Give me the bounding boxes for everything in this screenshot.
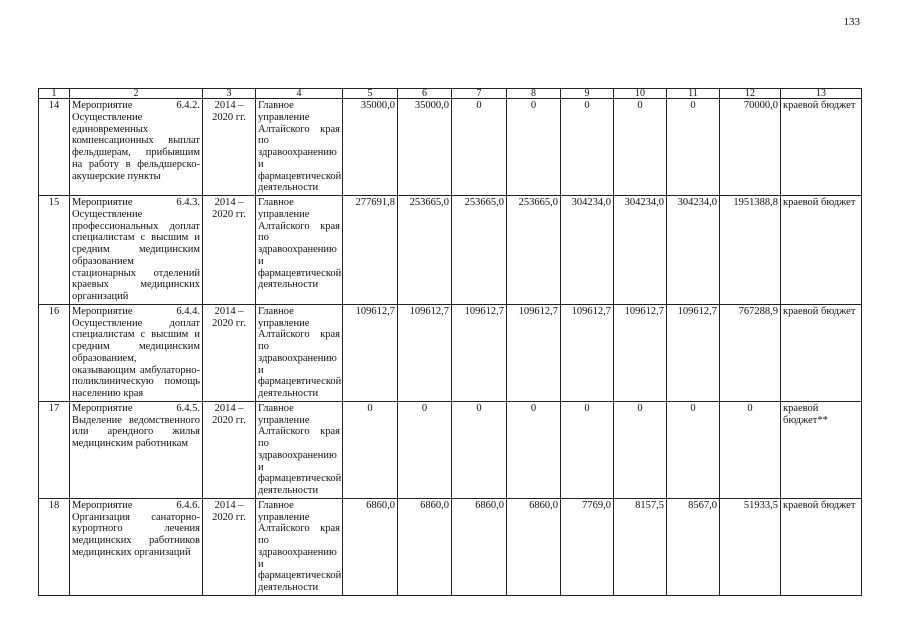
- value-cell: 0: [667, 99, 720, 196]
- value-cell: 304234,0: [667, 196, 720, 305]
- total-cell: 767288,9: [720, 304, 781, 401]
- column-header: 11: [667, 89, 720, 99]
- value-cell: 0: [452, 99, 507, 196]
- value-cell: 109612,7: [343, 304, 398, 401]
- table-row: [39, 401, 862, 498]
- value-cell: 109612,7: [614, 304, 667, 401]
- column-header: 13: [781, 89, 862, 99]
- column-header: 1: [39, 89, 70, 99]
- program-activities-table: [38, 88, 862, 596]
- column-header: 3: [203, 89, 256, 99]
- value-cell: 253665,0: [507, 196, 561, 305]
- activity-name: Мероприятие 6.4.3. Осуществление профессиональных доплат специалистам с высшим и средним медицинским образованием стационарных отделений краевых медицинских организаций: [70, 196, 203, 305]
- value-cell: 0: [507, 401, 561, 498]
- activity-name: Мероприятие 6.4.5. Выделение ведомственного или арендного жилья медицинским работникам: [70, 401, 203, 498]
- value-cell: 0: [452, 401, 507, 498]
- column-header: 6: [398, 89, 452, 99]
- period: 2014 – 2020 гг.: [203, 498, 256, 595]
- column-header: 7: [452, 89, 507, 99]
- period: 2014 – 2020 гг.: [203, 304, 256, 401]
- value-cell: 0: [343, 401, 398, 498]
- value-cell: 6860,0: [398, 498, 452, 595]
- row-number: 16: [39, 304, 70, 401]
- page-number: 133: [843, 16, 860, 28]
- value-cell: 277691,8: [343, 196, 398, 305]
- value-cell: 7769,0: [561, 498, 614, 595]
- total-cell: 51933,5: [720, 498, 781, 595]
- value-cell: 8567,0: [667, 498, 720, 595]
- table-row: [39, 99, 862, 196]
- value-cell: 253665,0: [398, 196, 452, 305]
- value-cell: 0: [667, 401, 720, 498]
- table-row: [39, 304, 862, 401]
- value-cell: 6860,0: [507, 498, 561, 595]
- value-cell: 35000,0: [398, 99, 452, 196]
- value-cell: 304234,0: [561, 196, 614, 305]
- column-header: 12: [720, 89, 781, 99]
- value-cell: 109612,7: [561, 304, 614, 401]
- value-cell: 109612,7: [398, 304, 452, 401]
- value-cell: 0: [561, 401, 614, 498]
- value-cell: 109612,7: [507, 304, 561, 401]
- total-cell: 70000,0: [720, 99, 781, 196]
- value-cell: 109612,7: [452, 304, 507, 401]
- column-header: 5: [343, 89, 398, 99]
- value-cell: 8157,5: [614, 498, 667, 595]
- table-row: [39, 196, 862, 305]
- column-header: 4: [256, 89, 343, 99]
- value-cell: 253665,0: [452, 196, 507, 305]
- column-header: 2: [70, 89, 203, 99]
- period: 2014 – 2020 гг.: [203, 196, 256, 305]
- funding-source: краевой бюджет**: [781, 401, 862, 498]
- value-cell: 0: [398, 401, 452, 498]
- executor: Главное управление Алтайского края по здравоохранению и фармацевтической деятельности: [256, 304, 343, 401]
- executor: Главное управление Алтайского края по здравоохранению и фармацевтической деятельности: [256, 498, 343, 595]
- column-header: 10: [614, 89, 667, 99]
- activity-name: Мероприятие 6.4.2. Осуществление единовременных компенсационных выплат фельдшерам, прибывшим на работу в фельдшерско-акушерские пункты: [70, 99, 203, 196]
- period: 2014 – 2020 гг.: [203, 401, 256, 498]
- period: 2014 – 2020 гг.: [203, 99, 256, 196]
- value-cell: 6860,0: [452, 498, 507, 595]
- row-number: 15: [39, 196, 70, 305]
- funding-source: краевой бюджет: [781, 498, 862, 595]
- value-cell: 0: [614, 99, 667, 196]
- activity-name: Мероприятие 6.4.4. Осуществление доплат специалистам с высшим и средним медицинским образованием, оказывающим амбулаторно-поликлиническую помощь населению края: [70, 304, 203, 401]
- funding-source: краевой бюджет: [781, 304, 862, 401]
- row-number: 17: [39, 401, 70, 498]
- column-header: 8: [507, 89, 561, 99]
- total-cell: 0: [720, 401, 781, 498]
- column-numbers-row: [39, 89, 862, 99]
- executor: Главное управление Алтайского края по здравоохранению и фармацевтической деятельности: [256, 196, 343, 305]
- total-cell: 1951388,8: [720, 196, 781, 305]
- value-cell: 109612,7: [667, 304, 720, 401]
- executor: Главное управление Алтайского края по здравоохранению и фармацевтической деятельности: [256, 99, 343, 196]
- value-cell: 304234,0: [614, 196, 667, 305]
- activity-name: Мероприятие 6.4.6. Организация санаторно-курортного лечения медицинских работников медицинских организаций: [70, 498, 203, 595]
- table-row: [39, 498, 862, 595]
- funding-source: краевой бюджет: [781, 196, 862, 305]
- executor: Главное управление Алтайского края по здравоохранению и фармацевтической деятельности: [256, 401, 343, 498]
- funding-source: краевой бюджет: [781, 99, 862, 196]
- value-cell: 6860,0: [343, 498, 398, 595]
- column-header: 9: [561, 89, 614, 99]
- value-cell: 0: [614, 401, 667, 498]
- value-cell: 35000,0: [343, 99, 398, 196]
- value-cell: 0: [561, 99, 614, 196]
- row-number: 18: [39, 498, 70, 595]
- value-cell: 0: [507, 99, 561, 196]
- row-number: 14: [39, 99, 70, 196]
